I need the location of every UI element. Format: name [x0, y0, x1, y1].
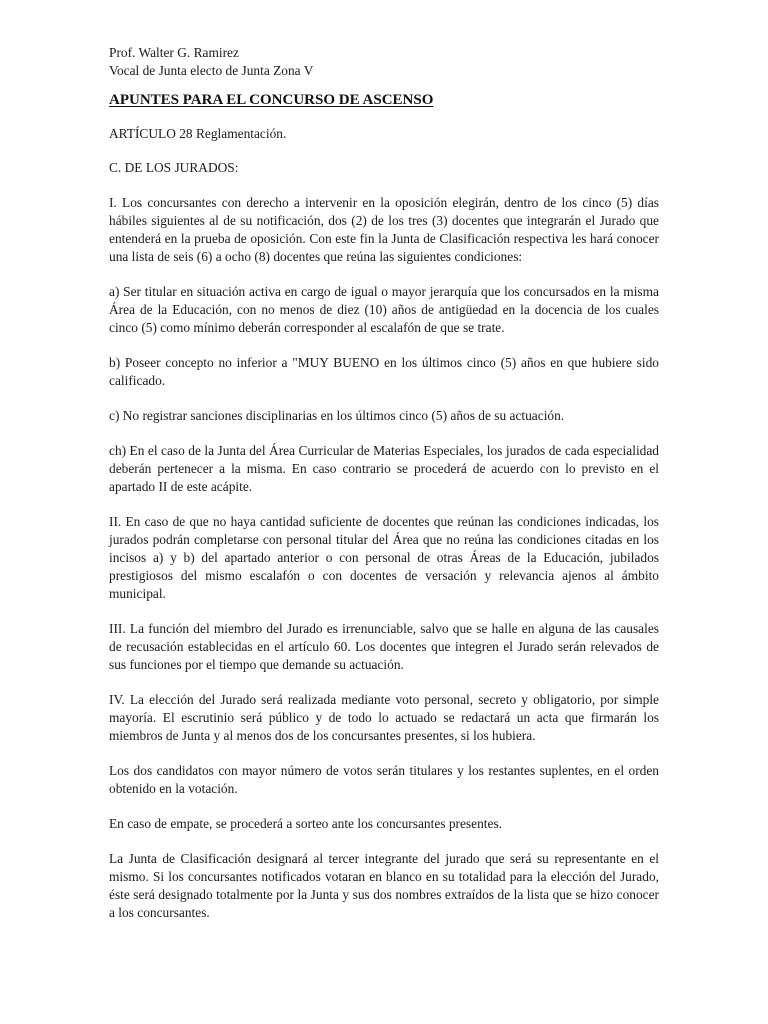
paragraph-tercero: La Junta de Clasificación designará al tercer integrante del jurado que será su representante en el mismo. Si los concursantes notificados votaran en blanco en su totalidad para la elección del Jurado, éste será designado totalmente por la Junta y sus dos nombres extraídos de la lista que se hizo conocer a los concursantes.	[109, 851, 659, 920]
paragraph-iii: III. La función del miembro del Jurado es irrenunciable, salvo que se halle en alguna de las causales de recusación establecidas en el artículo 60. Los docentes que integren el Jurado serán relevados de sus funciones por el tiempo que demande su actuación.	[109, 621, 659, 672]
paragraph-c: c) No registrar sanciones disciplinarias en los últimos cinco (5) años de su actuación.	[109, 408, 565, 423]
section-heading: C. DE LOS JURADOS:	[109, 160, 239, 175]
document-title: APUNTES PARA EL CONCURSO DE ASCENSO	[109, 92, 434, 108]
paragraph-empate: En caso de empate, se procederá a sorteo ante los concursantes presentes.	[109, 816, 502, 831]
paragraph-ch: ch) En el caso de la Junta del Área Curricular de Materias Especiales, los jurados de cada especialidad deberán pertenecer a la misma. En caso contrario se procederá de acuerdo con lo previsto en el apartado II de este acápite.	[109, 443, 659, 494]
paragraph-iv: IV. La elección del Jurado será realizada mediante voto personal, secreto y obligatorio, por simple mayoría. El escrutinio será público y de todo lo actuado se redactará un acta que firmarán los miembros de Junta y al menos dos de los concursantes presentes, si los hubiera.	[109, 692, 659, 743]
author-name: Prof. Walter G. Ramirez	[109, 45, 239, 60]
paragraph-b: b) Poseer concepto no inferior a "MUY BUENO en los últimos cinco (5) años en que hubiere sido calificado.	[109, 355, 659, 388]
paragraph-i: I. Los concursantes con derecho a intervenir en la oposición elegirán, dentro de los cinco (5) días hábiles siguientes al de su notificación, dos (2) de los tres (3) docentes que integrarán el Jurado que entenderá en la prueba de oposición. Con este fin la Junta de Clasificación respectiva les hará conocer una lista de seis (6) a ocho (8) docentes que reúna las siguientes condiciones:	[109, 195, 659, 264]
article-heading: ARTÍCULO 28 Reglamentación.	[109, 126, 287, 141]
paragraph-votos: Los dos candidatos con mayor número de votos serán titulares y los restantes suplentes, en el orden obtenido en la votación.	[109, 763, 659, 796]
author-role: Vocal de Junta electo de Junta Zona V	[109, 63, 314, 78]
paragraph-ii: II. En caso de que no haya cantidad suficiente de docentes que reúnan las condiciones indicadas, los jurados podrán completarse con personal titular del Área que no reúna las condiciones citadas en los incisos a) y b) del apartado anterior o con personal de otras Áreas de la Educación, jubilados prestigiosos del mismo escalafón o con docentes de versación y relevancia ajenos al ámbito municipal.	[109, 514, 659, 601]
paragraph-a: a) Ser titular en situación activa en cargo de igual o mayor jerarquía que los concursados en la misma Área de la Educación, con no menos de diez (10) años de antigüedad en la docencia de los cuales cinco (5) como mínimo deberán corresponder al escalafón de que se trate.	[109, 284, 659, 335]
document-body	[109, 44, 659, 922]
